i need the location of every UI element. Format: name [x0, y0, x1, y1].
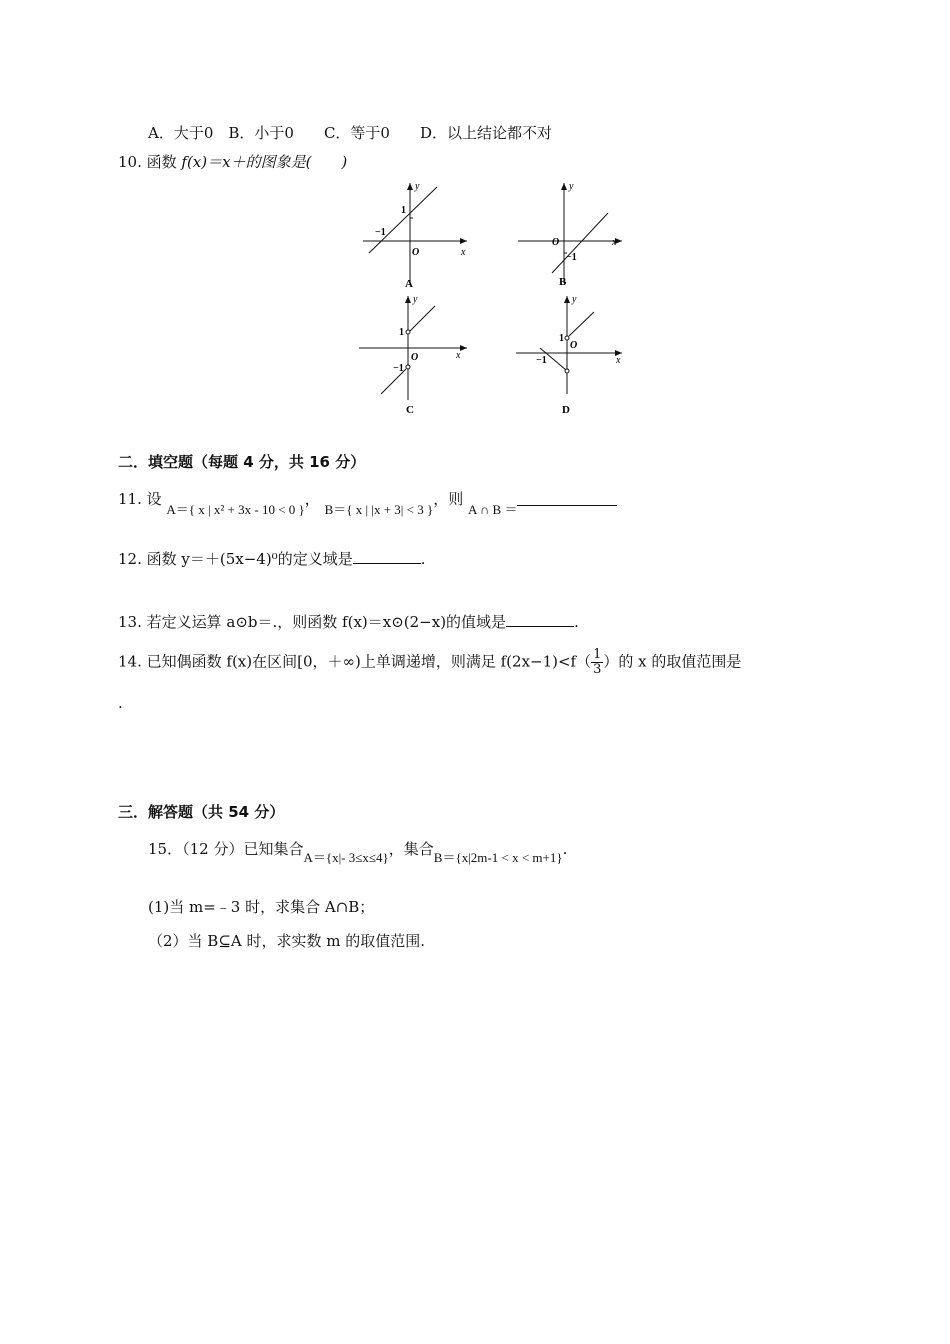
q11-result: A ∩ B ＝ [468, 502, 518, 517]
q10-prefix: 10. 函数 [118, 153, 182, 171]
graph-a-tick-neg: −1 [375, 227, 386, 238]
q11-sep: ， [304, 490, 320, 508]
q12-text: 12. 函数 y＝＋(5x−4)⁰的定义域是 [118, 550, 353, 568]
graph-c-origin: O [411, 352, 419, 363]
q14-tail: ）的 x 的取值范围是 [603, 652, 742, 671]
q11-then: ，则 [433, 490, 464, 508]
graph-a-origin: O [412, 247, 420, 258]
q15-set-a: A＝{x|- 3≤x≤4} [303, 850, 389, 865]
section-solve-heading: 三．解答题（共 54 分） [118, 803, 285, 821]
q13-text: 13. 若定义运算 a⊙b＝.，则函数 f(x)＝x⊙(2−x)的值域是 [118, 613, 507, 631]
graph-c-label: C [406, 404, 414, 416]
q10-stem [118, 151, 347, 172]
graph-d-y-label: y [572, 294, 577, 305]
graph-b-origin: O [552, 237, 560, 248]
graph-b-tick-neg: −1 [566, 252, 577, 263]
graph-c-y-label: y [413, 294, 418, 305]
q14-frac-num: 1 [593, 647, 602, 662]
q11-set-b: B＝{ x | |x + 3| < 3 } [324, 502, 434, 517]
section-fill-in-heading: 二．填空题（每题 4 分，共 16 分） [118, 453, 366, 471]
graph-a-label: A [405, 278, 413, 290]
graph-c-tick-neg: −1 [393, 363, 404, 374]
q15-part-1: (1)当 m=﹣3 时，求集合 A∩B； [148, 898, 375, 916]
q11-answer-blank[interactable] [517, 505, 617, 506]
graph-a-tick-1: 1 [401, 205, 406, 216]
q15-set-b: B＝{x|2m-1 < x < m+1} [433, 850, 563, 865]
q14 [118, 648, 741, 677]
q10-func: f(x)＝x＋的图象是( ) [181, 153, 348, 171]
graph-c-x-label: x [456, 350, 461, 361]
graph-b-label: B [559, 276, 567, 288]
graph-a [355, 175, 475, 290]
q14-text: 14. 已知偶函数 f(x)在区间[0，＋∞)上单调递增，则满足 f(2x−1)<f（ [118, 652, 592, 671]
q14-frac-den: 3 [593, 662, 602, 677]
graph-b-y-label: y [569, 181, 574, 192]
q11 [118, 488, 617, 517]
graph-b-x-label: x [612, 237, 617, 248]
graph-c-tick-1: 1 [399, 327, 404, 338]
q15-text: 15．（12 分）已知集合 [148, 840, 304, 858]
graph-d [510, 290, 630, 420]
graph-d-x-label: x [616, 355, 621, 366]
q14-end: . [118, 694, 123, 712]
q11-set-a: A＝{ x | x² + 3x - 10 < 0 } [166, 502, 305, 517]
q15-end: . [562, 840, 568, 858]
q9-options: A．大于0 B．小于0 C．等于0 D．以上结论都不对 [148, 124, 552, 142]
q15-mid: ，集合 [388, 840, 434, 858]
q11-num: 11. 设 [118, 490, 162, 508]
q15-part-2: （2）当 B⊆A 时，求实数 m 的取值范围. [148, 932, 426, 950]
graph-b [510, 175, 630, 290]
graph-d-label: D [562, 404, 570, 416]
graph-d-tick-1: 1 [559, 333, 564, 344]
graph-d-tick-neg: −1 [536, 355, 547, 366]
graph-d-origin: O [570, 340, 578, 351]
q12 [118, 548, 425, 569]
q13-end: . [574, 613, 579, 631]
q12-end: . [420, 550, 426, 568]
q12-answer-blank[interactable] [353, 563, 421, 564]
q14-fraction [591, 648, 603, 677]
q13 [118, 611, 579, 632]
graph-a-x-label: x [461, 247, 466, 258]
q13-answer-blank[interactable] [506, 626, 574, 627]
q15 [148, 838, 568, 865]
graph-c [355, 290, 475, 420]
graph-a-y-label: y [415, 181, 420, 192]
